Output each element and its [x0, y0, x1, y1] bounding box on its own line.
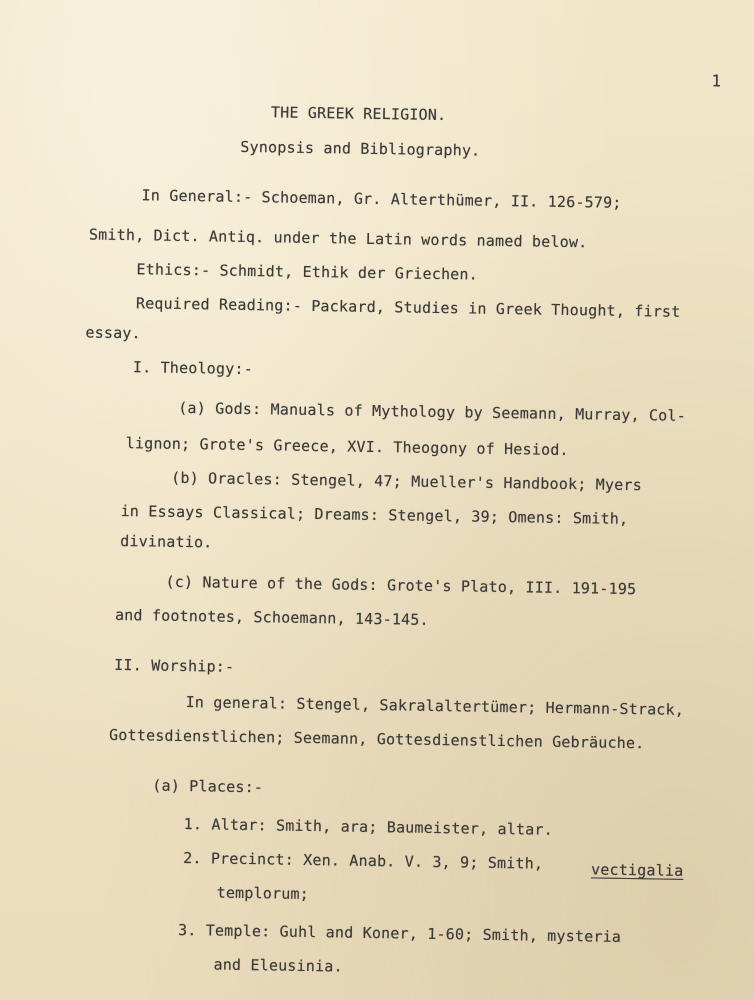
text-line: (a) Gods: Manuals of Mythology by Seemann, Murray, Col- [178, 398, 687, 425]
document-title: THE GREEK RELIGION. [270, 103, 447, 125]
text-line: in Essays Classical; Dreams: Stengel, 39; Omens: Smith, [120, 502, 629, 528]
document-subtitle: Synopsis and Bibliography. [240, 137, 481, 160]
text-line: and Eleusinia. [213, 955, 343, 976]
underlined-term: vectigalia [590, 860, 684, 880]
text-line: 3. Temple: Guhl and Koner, 1-60; Smith, mysteria [177, 920, 622, 946]
text-line: (c) Nature of the Gods: Grote's Plato, III. 191-195 [165, 572, 637, 599]
text-line: (b) Oracles: Stengel, 47; Mueller's Handbook; Myers [171, 468, 643, 495]
text-line: divinatio. [120, 531, 213, 552]
text-line: 1. Altar: Smith, ara; Baumeister, altar. [183, 815, 554, 839]
text-line: In general: Stengel, Sakralaltertümer; Hermann-Strack, [185, 693, 685, 719]
page-number: 1 [711, 71, 722, 91]
text-line: Smith, Dict. Antiq. under the Latin words named below. [88, 225, 588, 252]
text-line: and footnotes, Schoemann, 143-145. [114, 605, 429, 629]
text-line: Ethics:- Schmidt, Ethik der Griechen. [136, 260, 479, 284]
text-line: In General:- Schoeman, Gr. Alterthümer, II. 126-579; [141, 186, 622, 212]
text-line: Gottesdienstlichen; Seemann, Gottesdienstlichen Gebräuche. [108, 725, 645, 753]
section-heading: I. Theology:- [132, 358, 254, 379]
text-line: essay. [85, 323, 141, 343]
text-line: lignon; Grote's Greece, XVI. Theogony of Hesiod. [125, 434, 569, 460]
section-heading: II. Worship:- [114, 655, 235, 676]
text-line: templorum; [216, 883, 310, 904]
text-line: 2. Precinct: Xen. Anab. V. 3, 9; Smith, [183, 849, 544, 873]
subsection-heading: (a) Places:- [152, 776, 264, 797]
text-line: Required Reading:- Packard, Studies in Greek Thought, first [135, 294, 681, 321]
